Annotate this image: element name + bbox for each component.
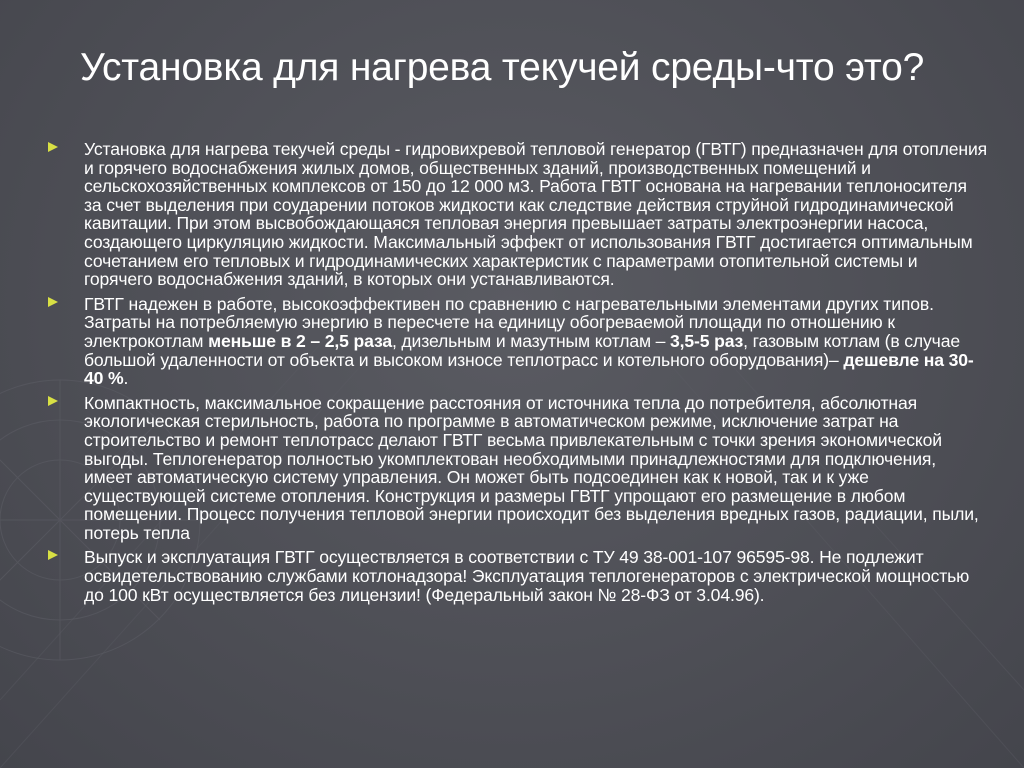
triangle-bullet-icon [48, 142, 58, 152]
bullet-text-bold: 3,5-5 раз [670, 330, 744, 351]
bullet-item [48, 548, 988, 604]
bullet-text: Выпуск и эксплуатация ГВТГ осуществляется в соответствии с ТУ 49 38-001-107 96595-98. Не подлежит освидетельствованию службами котлонадзора! Эксплуатация теплогенераторов с электрической мощностью до 100 кВт осуществляется без лицензии! (Федеральный закон № 28-ФЗ от 3.04.96). [84, 547, 970, 605]
bullet-text: . [123, 368, 129, 389]
bullet-text: , газовым котлам (в случае большой удаленности от объекта и высоком износе теплотрасс и котельного оборудования)– [84, 330, 960, 370]
bullet-text: Установка для нагрева текучей среды - гидровихревой тепловой генератор (ГВТГ) предназначен для отопления и горячего водоснабжения жилых домов, общественных зданий, производственных помещений и сельскохозяйственных комплексов от 150 до 12 000 м3. Работа ГВТГ основана на нагревании теплоносителя за счет выделения при соударении потоков жидкости как следствие действия струйной гидродинамической кавитации. При этом высвобождающаяся тепловая энергия превышает затраты электроэнергии насоса, создающего циркуляцию жидкости. Максимальный эффект от использования ГВТГ достигается оптимальным сочетанием его тепловых и гидродинамических характеристик с параметрами отопительной системы и горячего водоснабжения зданий, в которых они устанавливаются. [84, 139, 988, 290]
triangle-bullet-icon [48, 297, 58, 307]
bullet-text-bold: меньше в 2 – 2,5 раза [208, 330, 392, 351]
slide-title: Установка для нагрева текучей среды-что это? [80, 46, 925, 89]
bullet-text: ГВТГ надежен в работе, высокоэффективен по сравнению с нагревательными элементами других типов. Затраты на потребляемую энергию в пересчете на единицу обогреваемой площади по отношению к электрокотлам [84, 293, 934, 351]
bullet-text-bold: дешевле на 30-40 % [84, 349, 974, 389]
triangle-bullet-icon [48, 550, 58, 560]
bullet-item [48, 140, 988, 289]
bullet-text: , дизельным и мазутным котлам – [391, 330, 671, 351]
bullet-list [48, 140, 988, 610]
bullet-item [48, 394, 988, 543]
triangle-bullet-icon [48, 396, 58, 406]
bullet-text: Компактность, максимальное сокращение расстояния от источника тепла до потребителя, абсолютная экологическая стерильность, работа по программе в автоматическом режиме, исключение затрат на строительство и ремонт теплотрасс делают ГВТГ весьма привлекательным с точки зрения экономической выгоды. Теплогенератор полностью укомплектован необходимыми принадлежностями для подключения, имеет автоматическую систему управления. Он может быть подсоединен как к новой, так и к уже существующей системе отопления. Конструкция и размеры ГВТГ упрощают его размещение в любом помещении. Процесс получения тепловой энергии происходит без выделения вредных газов, радиации, пыли, потерь тепла [84, 392, 979, 543]
bullet-item [48, 295, 988, 388]
